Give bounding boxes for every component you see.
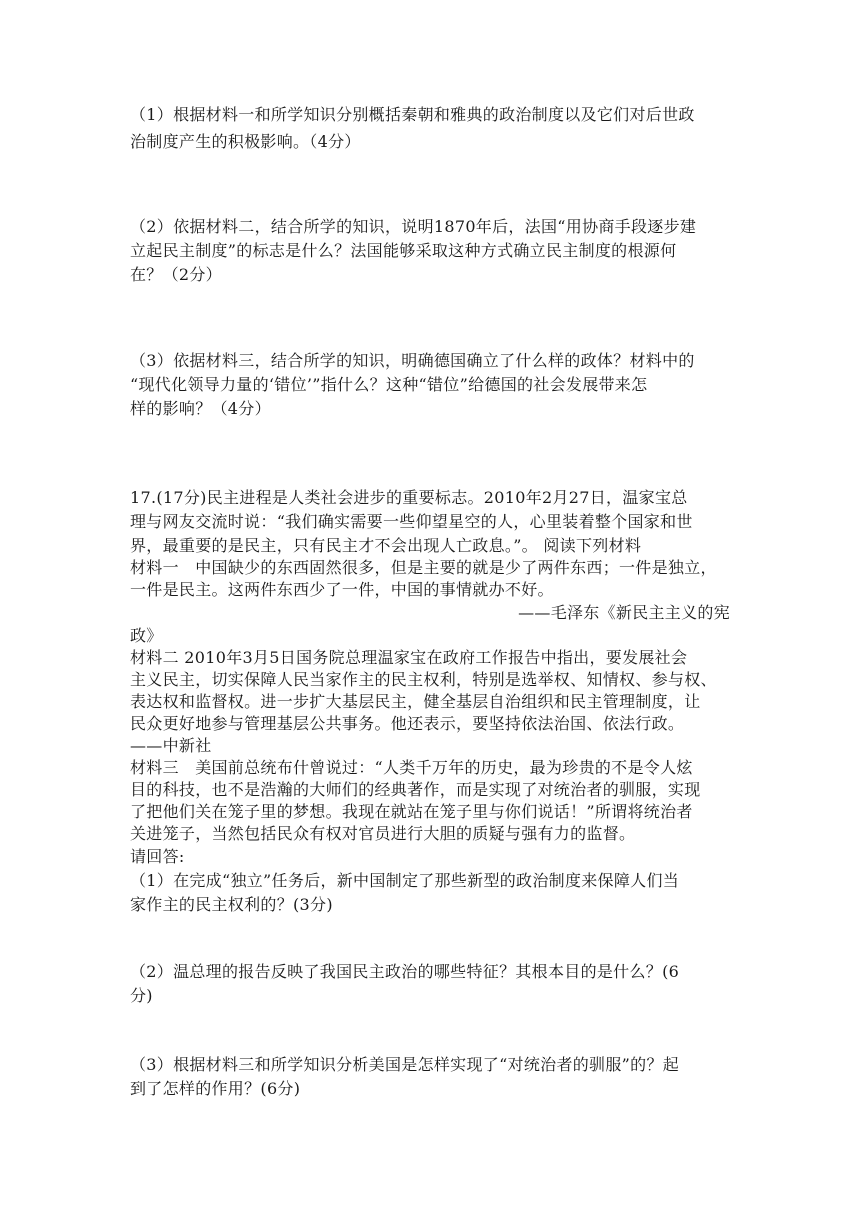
q17-sub2-line1: （2）温总理的报告反映了我国民主政治的哪些特征？其根本目的是什么？(6 bbox=[130, 962, 680, 981]
q17-material3-line2: 目的科技，也不是浩瀚的大师们的经典著作，而是实现了对统治者的驯服，实现 bbox=[130, 780, 701, 799]
q17-material1-line2: 一件是民主。这两件东西少了一件，中国的事情就办不好。 bbox=[130, 580, 554, 599]
q17-intro-line3: 界，最重要的是民主，只有民主才不会出现人亡政息。”。 阅读下列材料 bbox=[130, 536, 642, 555]
q17-intro-line2: 理与网友交流时说：“我们确实需要一些仰望星空的人，心里装着整个国家和世 bbox=[130, 512, 693, 531]
q17-material2-line1: 材料二 2010年3月5日国务院总理温家宝在政府工作报告中指出，要发展社会 bbox=[130, 648, 688, 667]
q16-sub2-line1: （2）依据材料二，结合所学的知识，说明1870年后，法国“用协商手段逐步建 bbox=[130, 217, 697, 236]
q16-sub2-line2: 立起民主制度”的标志是什么？法国能够采取这种方式确立民主制度的根源何 bbox=[130, 241, 677, 260]
q17-intro-line1: 17.(17分)民主进程是人类社会进步的重要标志。2010年2月27日，温家宝总 bbox=[130, 488, 688, 507]
q17-sub2-line2: 分) bbox=[130, 986, 153, 1005]
q16-sub2-line3: 在？（2分） bbox=[130, 265, 222, 284]
q17-material3-line1: 材料三 美国前总统布什曾说过：“人类千万年的历史，最为珍贵的不是令人炫 bbox=[130, 758, 693, 777]
q17-answer-prompt: 请回答: bbox=[130, 847, 185, 866]
q17-material1-source-line1: ——毛泽东《新民主主义的宪 bbox=[518, 603, 730, 622]
q17-sub3-line1: （3）根据材料三和所学知识分析美国是怎样实现了“对统治者的驯服”的？起 bbox=[130, 1055, 680, 1074]
q17-material2-line2: 主义民主，切实保障人民当家作主的民主权利，特别是选举权、知情权、参与权、 bbox=[130, 670, 717, 689]
q17-material1-source-line2: 政》 bbox=[130, 626, 163, 645]
q17-sub3-line2: 到了怎样的作用？(6分) bbox=[130, 1079, 301, 1098]
q17-sub1-line1: （1）在完成“独立”任务后，新中国制定了那些新型的政治制度来保障人们当 bbox=[130, 871, 680, 890]
q17-material2-line3: 表达权和监督权。进一步扩大基层民主，健全基层自治组织和民主管理制度，让 bbox=[130, 692, 701, 711]
q16-sub3-line2: “现代化领导力量的‘错位’”指什么？这种“错位”给德国的社会发展带来怎 bbox=[130, 375, 648, 394]
q16-sub3-line1: （3）依据材料三，结合所学的知识，明确德国确立了什么样的政体？材料中的 bbox=[130, 351, 695, 370]
q17-material3-line4: 关进笼子，当然包括民众有权对官员进行大胆的质疑与强有力的监督。 bbox=[130, 824, 636, 843]
q17-material2-line4: 民众更好地参与管理基层公共事务。他还表示，要坚持依法治国、依法行政。 bbox=[130, 714, 685, 733]
q17-material1-line1: 材料一 中国缺少的东西固然很多，但是主要的就是少了两件东西；一件是独立， bbox=[130, 558, 717, 577]
q16-sub3-line3: 样的影响？（4分） bbox=[130, 399, 271, 418]
q16-sub1-line1: （1）根据材料一和所学知识分别概括秦朝和雅典的政治制度以及它们对后世政 bbox=[130, 105, 695, 124]
q17-sub1-line2: 家作主的民主权利的？(3分) bbox=[130, 895, 333, 914]
q17-material2-source: ——中新社 bbox=[130, 736, 212, 755]
q16-sub1-line2: 治制度产生的积极影响。（4分） bbox=[130, 132, 361, 151]
q17-material3-line3: 了把他们关在笼子里的梦想。我现在就站在笼子里与你们说话！”所谓将统治者 bbox=[130, 802, 693, 821]
